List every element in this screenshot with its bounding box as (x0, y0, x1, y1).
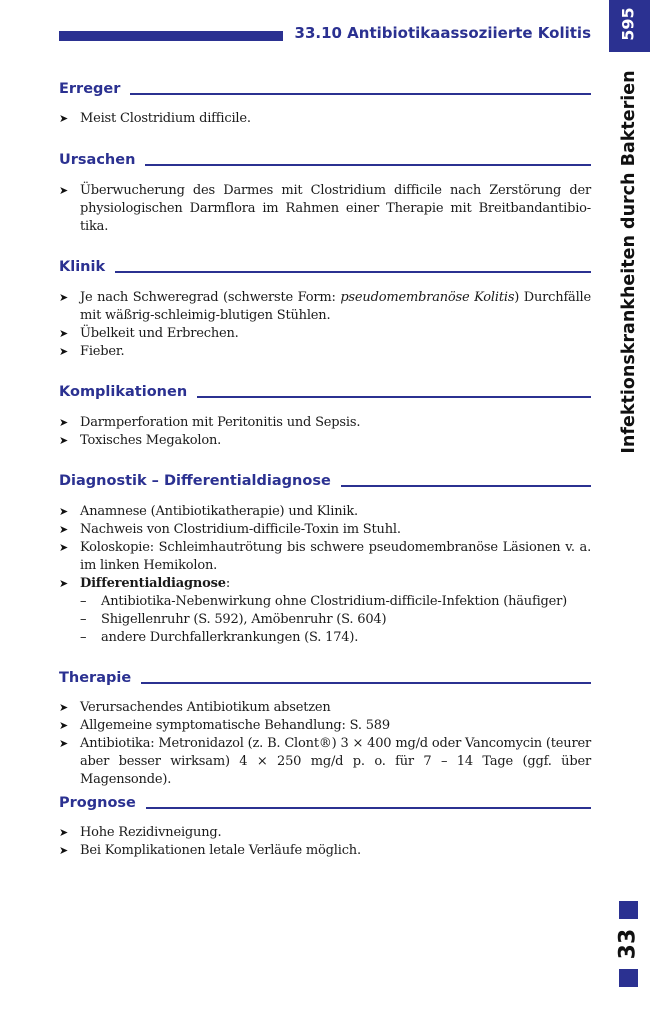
list-item: ➤ Übelkeit und Erbrechen. (59, 326, 239, 341)
list-item: ➤ Bei Komplikationen letale Verläufe möglich. (59, 843, 361, 858)
section-heading-klinik: Klinik (59, 256, 591, 276)
chapter-number: 33 (615, 928, 641, 960)
list-item: ➤ Toxisches Megakolon. (59, 433, 222, 448)
arrow-bullet-icon: ➤ (59, 416, 69, 429)
list-item: ➤ Allgemeine symptomatische Behandlung: S. 589 (59, 718, 390, 733)
header-rule (59, 31, 283, 41)
dash-bullet-icon: – (80, 594, 87, 609)
list-item: – andere Durchfallerkrankungen (S. 174). (80, 630, 359, 645)
arrow-bullet-icon: ➤ (59, 112, 69, 125)
arrow-bullet-icon: ➤ (59, 701, 69, 714)
section-heading-komplikationen: Komplikationen (59, 381, 591, 401)
list-ursachen (59, 182, 591, 236)
arrow-bullet-icon: ➤ (59, 719, 69, 732)
section-heading-erreger: Erreger (59, 78, 591, 98)
list-item: ➤ Differentialdiagnose: (59, 576, 230, 591)
arrow-bullet-icon: ➤ (59, 345, 69, 358)
arrow-bullet-icon: ➤ (59, 523, 69, 536)
dash-bullet-icon: – (80, 630, 87, 645)
list-item: ➤ Überwucherung des Darmes mit Clostridium difficile nach Zerstörung der physiologischen Darmflora im Rahmen einer Therapie mit Breitbandantibio-tika. (59, 183, 591, 234)
list-item: ➤ Fieber. (59, 344, 125, 359)
arrow-bullet-icon: ➤ (59, 577, 69, 590)
list-item: ➤ Antibiotika: Metronidazol (z. B. Clont®) 3 × 400 mg/d oder Vancomycin (teurer aber besser wirksam) 4 × 250 mg/d p. o. für 7 – 14 Tage (ggf. über Magensonde). (59, 736, 591, 787)
arrow-bullet-icon: ➤ (59, 327, 69, 340)
list-item: ➤ Anamnese (Antibiotikatherapie) und Klinik. (59, 504, 358, 519)
arrow-bullet-icon: ➤ (59, 844, 69, 857)
list-prognose (59, 824, 591, 860)
arrow-bullet-icon: ➤ (59, 434, 69, 447)
arrow-bullet-icon: ➤ (59, 737, 69, 750)
list-item: ➤ Darmperforation mit Peritonitis und Sepsis. (59, 415, 361, 430)
list-erreger (59, 110, 591, 128)
section-heading-diagnostik: Diagnostik – Differentialdiagnose (59, 470, 591, 490)
list-item: ➤ Je nach Schweregrad (schwerste Form: pseudomembranöse Kolitis) Durchfälle mit wäßrig-schleimig-blutigen Stühlen. (59, 290, 592, 323)
list-therapie (59, 699, 591, 789)
list-item: ➤ Meist Clostridium difficile. (59, 111, 251, 126)
list-komplikationen (59, 414, 591, 450)
chapter-marker-bottom (619, 969, 638, 987)
list-item: – Antibiotika-Nebenwirkung ohne Clostridium-difficile-Infektion (häufiger) (80, 594, 568, 609)
section-heading-prognose: Prognose (59, 792, 591, 812)
list-item: ➤ Koloskopie: Schleimhautrötung bis schwere pseudomembranöse Läsionen v. a. im linken Hemikolon. (59, 540, 591, 573)
section-heading-ursachen: Ursachen (59, 149, 591, 169)
list-item: ➤ Verursachendes Antibiotikum absetzen (59, 700, 331, 715)
section-heading-therapie: Therapie (59, 667, 591, 687)
page-number: 595 (618, 7, 638, 41)
list-item: ➤ Hohe Rezidivneigung. (59, 825, 222, 840)
arrow-bullet-icon: ➤ (59, 291, 69, 304)
chapter-side-title: Infektionskrankheiten durch Bakterien (619, 70, 639, 454)
running-head-title: 33.10 Antibiotikaassoziierte Kolitis (294, 24, 591, 42)
chapter-marker-top (619, 901, 638, 919)
list-item: ➤ Nachweis von Clostridium-difficile-Toxin im Stuhl. (59, 522, 401, 537)
list-item: – Shigellenruhr (S. 592), Amöbenruhr (S. 604) (80, 612, 387, 627)
dash-bullet-icon: – (80, 612, 87, 627)
arrow-bullet-icon: ➤ (59, 184, 69, 197)
arrow-bullet-icon: ➤ (59, 826, 69, 839)
arrow-bullet-icon: ➤ (59, 541, 69, 554)
list-differentialdiagnose (59, 593, 591, 647)
arrow-bullet-icon: ➤ (59, 505, 69, 518)
list-diagnostik (59, 503, 591, 593)
list-klinik (59, 289, 591, 361)
